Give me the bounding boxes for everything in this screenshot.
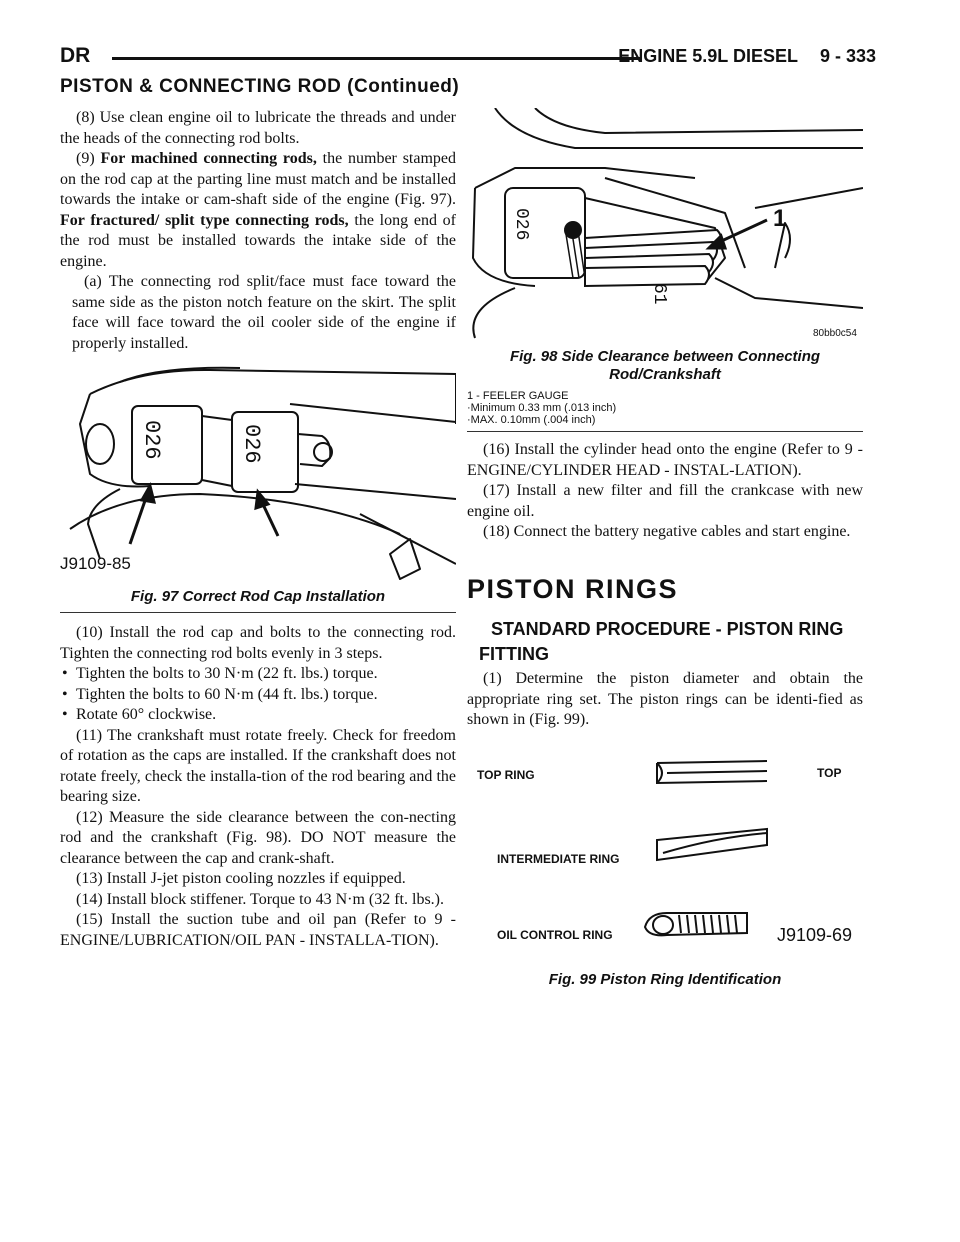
step-16: (16) Install the cylinder head onto the engine (Refer to 9 - ENGINE/CYLINDER HEAD - INSTAL-LATION). [467, 441, 863, 479]
step-12: (12) Measure the side clearance between the con-necting rod and the crankshaft (Fig. 98). DO NOT measure the clearance between the cap and crank-shaft. [60, 808, 456, 867]
fig97-code: J9109-85 [60, 554, 131, 573]
step-8: (8) Use clean engine oil to lubricate the threads and under the heads of the connecting rod bolts. [60, 109, 456, 147]
step-14: (14) Install block stiffener. Torque to 43 N·m (32 ft. lbs.). [76, 890, 444, 908]
ring-step-1: (1) Determine the piston diameter and obtain the appropriate ring set. The piston rings can be identi-fied as shown in (Fig. 99). [467, 670, 863, 728]
fig97-stamp-rod: 026 [239, 424, 264, 464]
fig98-code: 80bb0c54 [813, 328, 857, 339]
bullet-1-text: Tighten the bolts to 30 N·m (22 ft. lbs.) torque. [76, 665, 378, 682]
header-section: ENGINE 5.9L DIESEL [618, 46, 798, 66]
feeler-gauge-illustration [455, 108, 863, 344]
bullet-glyph: • [62, 685, 68, 703]
bullet-glyph: • [62, 706, 68, 723]
continued-title: PISTON & CONNECTING ROD (Continued) [60, 76, 460, 97]
header-manual-code: DR [60, 44, 91, 67]
step-13: (13) Install J-jet piston cooling nozzles if equipped. [76, 870, 406, 887]
label-top-ring: TOP RING [477, 767, 535, 782]
step-9-text-1: the number stamped on the rod cap at the parting line must match and be installed towards the intake or cam-shaft side of the engine (Fig. 97). [60, 150, 457, 208]
step-9 [60, 149, 456, 272]
bullet-2-text: Tighten the bolts to 60 N·m (44 ft. lbs.) torque. [76, 685, 378, 703]
fig99-code: J9109-69 [777, 924, 853, 945]
step-9-bold-fractured: For fractured/ split type connecting rods, [60, 211, 349, 229]
fig99-caption: Fig. 99 Piston Ring Identification [548, 970, 782, 988]
bullet-1 [60, 664, 456, 685]
figure-98 [467, 108, 863, 432]
fig98-caption: Fig. 98 Side Clearance between Connecting Rod/Crankshaft [509, 348, 821, 383]
right-column [467, 108, 863, 995]
bullet-3 [60, 705, 456, 726]
rod-cap-illustration [60, 364, 456, 584]
label-oil-control-ring: OIL CONTROL RING [497, 927, 613, 942]
label-intermediate-ring: INTERMEDIATE RING [497, 851, 620, 866]
subsection-title-ring-fitting: STANDARD PROCEDURE - PISTON RING FITTING [479, 619, 844, 664]
figure-97 [60, 364, 456, 613]
step-9a: (a) The connecting rod split/face must face toward the same side as the piston notch feature on the skirt. The split face will face toward the oil cooler side of the engine if properly installed. [72, 273, 456, 352]
bullet-glyph: • [62, 665, 68, 682]
step-18: (18) Connect the battery negative cables and start engine. [483, 523, 851, 540]
step-9-text-2: the long end of the rod must be installed towards the intake side of the engine. [60, 211, 457, 270]
bullet-2 [60, 685, 456, 706]
header-rule [112, 57, 640, 60]
section-title-piston-rings: PISTON RINGS [467, 573, 679, 604]
figure-99 [467, 745, 863, 967]
fig98-legend-item: ·MAX. 0.10mm (.004 inch) [467, 414, 596, 426]
step-9-bold-machined: For machined connecting rods, [100, 150, 317, 167]
step-10: (10) Install the rod cap and bolts to the connecting rod. Tighten the connecting rod bolts evenly in 3 steps. [60, 624, 456, 662]
fig97-caption: Fig. 97 Correct Rod Cap Installation [130, 588, 386, 605]
label-top-mark: TOP [817, 765, 842, 780]
fig98-stamp-rod: 61 [649, 283, 669, 305]
step-9-number: (9) [76, 150, 101, 167]
step-17: (17) Install a new filter and fill the crankcase with new engine oil. [467, 482, 863, 520]
header-right [596, 46, 876, 67]
fig98-legend-item: 1 - FEELER GAUGE [467, 390, 569, 402]
step-15: (15) Install the suction tube and oil pan (Refer to 9 - ENGINE/LUBRICATION/OIL PAN - INSTALLA-TION). [60, 911, 456, 949]
bullet-3-text: Rotate 60° clockwise. [76, 706, 217, 723]
fig97-stamp-cap: 026 [139, 420, 164, 460]
step-11: (11) The crankshaft must rotate freely. Check for freedom of rotation as the caps are installed. If the crankshaft does not rotate freely, check the installa-tion of the rod bearing and the bearing size. [60, 726, 456, 805]
fig98-legend [467, 390, 863, 431]
piston-rings-illustration [467, 745, 863, 967]
left-column [60, 108, 456, 951]
header-page-number: 9 - 333 [819, 46, 876, 66]
fig98-stamp-cap: 026 [511, 208, 531, 241]
fig98-legend-item: ·Minimum 0.33 mm (.013 inch) [467, 402, 617, 414]
fig98-callout-1: 1 [773, 205, 787, 232]
